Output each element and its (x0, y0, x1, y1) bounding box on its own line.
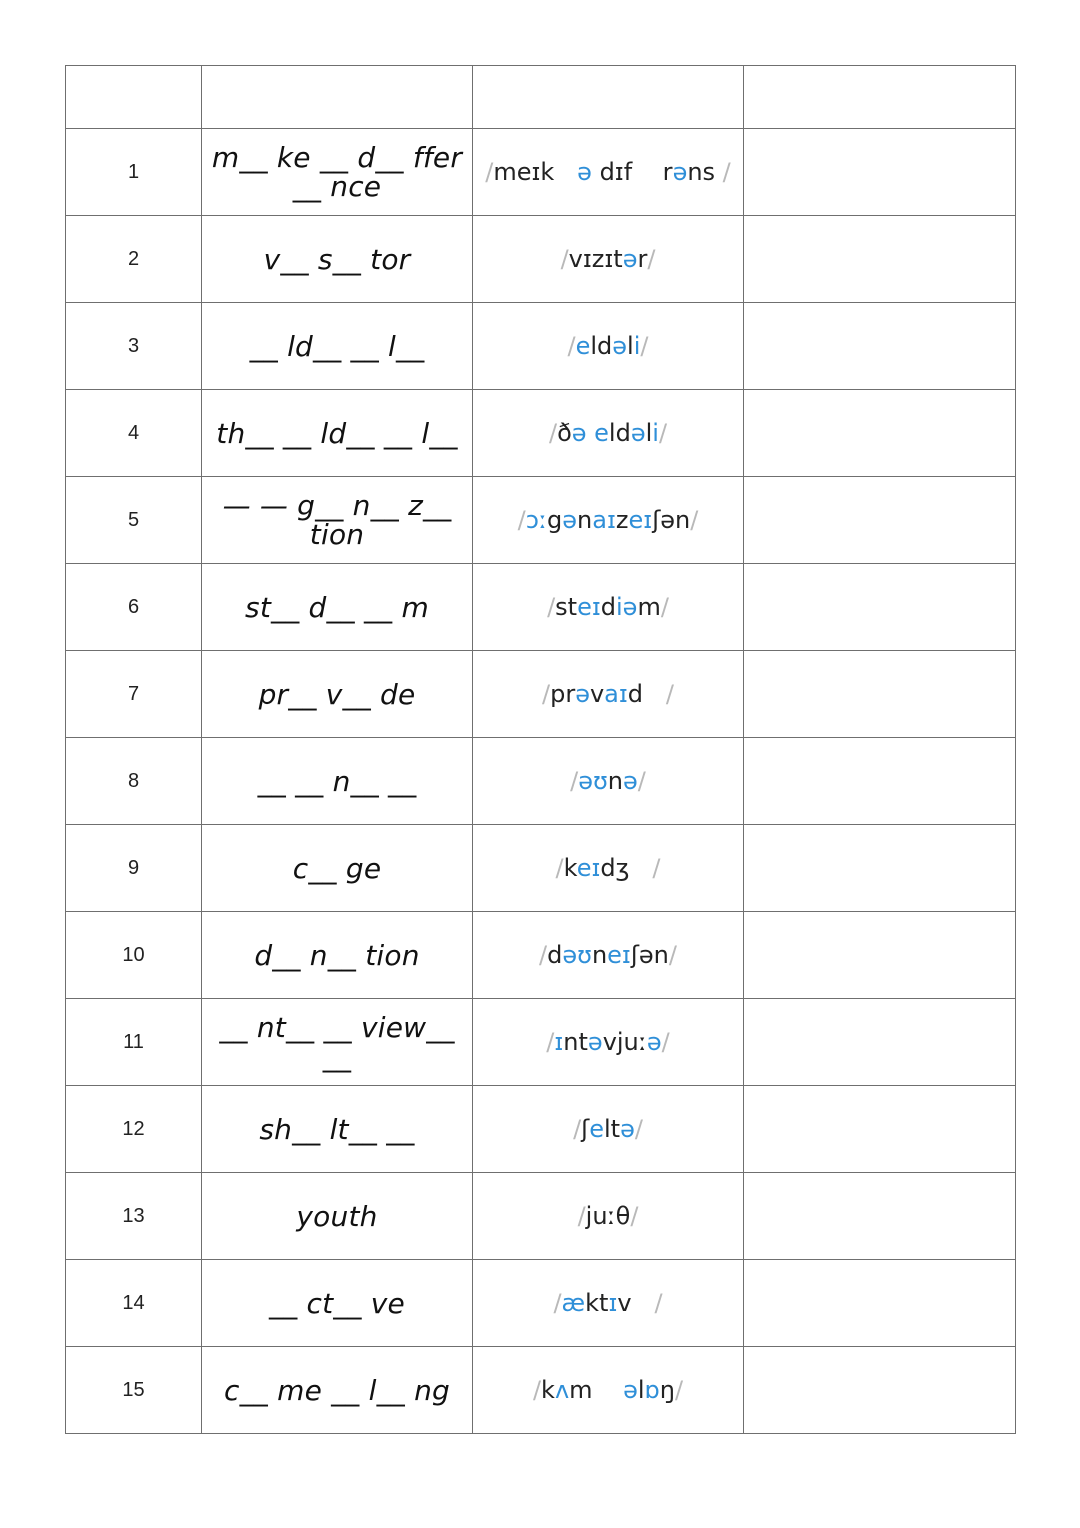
ipa-slash: / (539, 941, 548, 969)
phonetic-transcription (473, 651, 744, 738)
ipa-slash: / (637, 767, 646, 795)
row-number: 13 (66, 1173, 202, 1260)
ipa-slash: / (652, 854, 661, 882)
ipa-vowel: ə (623, 1376, 638, 1404)
ipa-segment: n (591, 941, 608, 969)
phonetic-transcription (473, 1086, 744, 1173)
ipa-segment: ʃən (630, 941, 669, 969)
ipa-segment: d (627, 680, 666, 708)
ipa-vowel: i (633, 332, 641, 360)
ipa-segment: dʒ (600, 854, 653, 882)
row-number: 3 (66, 303, 202, 390)
ipa-slash: / (654, 1289, 663, 1317)
ipa-segment: ld (590, 332, 613, 360)
header-cell-phonetic (473, 66, 744, 129)
table-row (66, 999, 1016, 1086)
ipa-vowel: eɪ (607, 941, 631, 969)
ipa-vowel: æ (561, 1289, 586, 1317)
ipa-slash: / (485, 158, 494, 186)
table-body (66, 66, 1016, 1434)
answer-cell[interactable] (744, 1173, 1016, 1260)
ipa-vowel: ʌ (554, 1376, 570, 1404)
ipa-vowel: e (589, 1115, 604, 1143)
ipa-slash: / (560, 245, 569, 273)
ipa-slash: / (555, 854, 564, 882)
ipa-vowel: əʊ (578, 767, 608, 795)
ipa-segment: d (600, 593, 616, 621)
ipa-vowel: ə (575, 680, 590, 708)
phonetic-transcription (473, 912, 744, 999)
vocabulary-table (65, 65, 1016, 1434)
table-row (66, 216, 1016, 303)
ipa-vowel: aɪ (592, 506, 616, 534)
ipa-vowel: aɪ (604, 680, 628, 708)
ipa-slash: / (668, 941, 677, 969)
answer-cell[interactable] (744, 1260, 1016, 1347)
ipa-segment: ʃən (652, 506, 691, 534)
phonetic-transcription (473, 129, 744, 216)
table-row (66, 564, 1016, 651)
ipa-slash: / (547, 593, 556, 621)
answer-cell[interactable] (744, 1347, 1016, 1434)
header-cell-word (202, 66, 473, 129)
table-row (66, 825, 1016, 912)
row-number: 8 (66, 738, 202, 825)
row-number: 12 (66, 1086, 202, 1173)
answer-cell[interactable] (744, 216, 1016, 303)
ipa-vowel: ə (630, 419, 646, 447)
answer-cell[interactable] (744, 1086, 1016, 1173)
header-cell-number (66, 66, 202, 129)
ipa-segment: n (607, 767, 624, 795)
row-number: 2 (66, 216, 202, 303)
ipa-segment: kt (585, 1289, 609, 1317)
ipa-slash: / (630, 1202, 639, 1230)
ipa-segment: vjuː (602, 1028, 647, 1056)
answer-cell[interactable] (744, 390, 1016, 477)
gap-fill-word: th__ __ ld__ __ l__ (202, 390, 473, 477)
table-row (66, 1173, 1016, 1260)
row-number: 14 (66, 1260, 202, 1347)
ipa-slash: / (665, 680, 674, 708)
table-row (66, 738, 1016, 825)
ipa-segment: n (577, 506, 593, 534)
ipa-slash: / (553, 1289, 562, 1317)
gap-fill-word: youth (202, 1173, 473, 1260)
phonetic-transcription (473, 303, 744, 390)
answer-cell[interactable] (744, 129, 1016, 216)
gap-fill-word: __ __ n__ __ (202, 738, 473, 825)
gap-fill-word: c__ ge (202, 825, 473, 912)
ipa-vowel: e (594, 419, 609, 447)
table-row (66, 1347, 1016, 1434)
ipa-slash: / (690, 506, 699, 534)
answer-cell[interactable] (744, 477, 1016, 564)
row-number: 7 (66, 651, 202, 738)
header-row (66, 66, 1016, 129)
gap-fill-word: d__ n__ tion (202, 912, 473, 999)
ipa-segment: d (547, 941, 563, 969)
ipa-vowel: eɪ (628, 506, 653, 534)
gap-fill-word: pr__ v__ de (202, 651, 473, 738)
ipa-vowel: ə (612, 332, 628, 360)
ipa-vowel: ə (577, 158, 592, 186)
row-number: 11 (66, 999, 202, 1086)
gap-fill-word: m__ ke __ d__ ffer __ nce (202, 129, 473, 216)
table-row (66, 1260, 1016, 1347)
ipa-segment: juːθ (585, 1202, 631, 1230)
ipa-vowel: ə (587, 1028, 603, 1056)
ipa-vowel: eɪ (576, 854, 601, 882)
ipa-vowel: iə (616, 593, 638, 621)
ipa-segment: meɪk (493, 158, 578, 186)
phonetic-transcription (473, 1173, 744, 1260)
gap-fill-word: sh__ lt__ __ (202, 1086, 473, 1173)
ipa-slash: / (634, 1115, 643, 1143)
ipa-segment: m (569, 1376, 624, 1404)
ipa-slash: / (517, 506, 526, 534)
ipa-slash: / (570, 767, 579, 795)
ipa-segment: z (615, 506, 629, 534)
ipa-slash: / (573, 1115, 582, 1143)
ipa-vowel: ə (571, 419, 587, 447)
table-row (66, 477, 1016, 564)
ipa-segment: lt (603, 1115, 621, 1143)
answer-cell[interactable] (744, 303, 1016, 390)
phonetic-transcription (473, 1347, 744, 1434)
ipa-segment: r (637, 245, 648, 273)
row-number: 6 (66, 564, 202, 651)
ipa-slash: / (640, 332, 649, 360)
ipa-slash: / (577, 1202, 586, 1230)
row-number: 15 (66, 1347, 202, 1434)
gap-fill-word: __ ld__ __ l__ (202, 303, 473, 390)
row-number: 10 (66, 912, 202, 999)
phonetic-transcription (473, 216, 744, 303)
gap-fill-word: — — g__ n__ z__ tion (202, 477, 473, 564)
gap-fill-word: v__ s__ tor (202, 216, 473, 303)
gap-fill-word: st__ d__ __ m (202, 564, 473, 651)
ipa-vowel: ə (620, 1115, 635, 1143)
table-row (66, 651, 1016, 738)
ipa-segment: nt (563, 1028, 588, 1056)
ipa-vowel: ə (646, 1028, 662, 1056)
ipa-segment: vɪzɪt (568, 245, 623, 273)
ipa-segment: l (627, 332, 634, 360)
ipa-segment: ns (687, 158, 723, 186)
table-row (66, 1086, 1016, 1173)
phonetic-transcription (473, 477, 744, 564)
answer-cell[interactable] (744, 825, 1016, 912)
row-number: 1 (66, 129, 202, 216)
answer-cell[interactable] (744, 651, 1016, 738)
ipa-segment: v (589, 680, 605, 708)
ipa-segment: ŋ (659, 1376, 675, 1404)
ipa-slash: / (722, 158, 731, 186)
ipa-slash: / (674, 1376, 684, 1404)
ipa-segment: k (563, 854, 577, 882)
ipa-segment: ð (557, 419, 572, 447)
answer-cell[interactable] (744, 999, 1016, 1086)
ipa-slash: / (567, 332, 576, 360)
ipa-vowel: ə (562, 506, 578, 534)
ipa-slash: / (532, 1376, 542, 1404)
ipa-segment: ld (608, 419, 631, 447)
ipa-slash: / (647, 245, 656, 273)
ipa-vowel: əʊ (562, 941, 592, 969)
gap-fill-word: __ nt__ __ view__ __ (202, 999, 473, 1086)
ipa-segment: dɪf r (591, 158, 673, 186)
table-row (66, 912, 1016, 999)
phonetic-transcription (473, 564, 744, 651)
ipa-vowel: eɪ (577, 593, 601, 621)
answer-cell[interactable] (744, 912, 1016, 999)
ipa-vowel: ɪ (608, 1289, 618, 1317)
phonetic-transcription (473, 999, 744, 1086)
header-cell-answer (744, 66, 1016, 129)
phonetic-transcription (473, 738, 744, 825)
ipa-slash: / (658, 419, 668, 447)
ipa-segment: v (617, 1289, 655, 1317)
ipa-segment (587, 419, 595, 447)
ipa-vowel: ə (623, 767, 638, 795)
ipa-vowel: i (652, 419, 659, 447)
ipa-segment: g (547, 506, 563, 534)
phonetic-transcription (473, 1260, 744, 1347)
ipa-vowel: ə (672, 158, 688, 186)
ipa-vowel: ɒ (644, 1376, 660, 1404)
gap-fill-word: __ ct__ ve (202, 1260, 473, 1347)
ipa-vowel: ɪ (554, 1028, 564, 1056)
row-number: 5 (66, 477, 202, 564)
ipa-slash: / (541, 680, 551, 708)
answer-cell[interactable] (744, 738, 1016, 825)
ipa-segment: l (645, 419, 653, 447)
phonetic-transcription (473, 390, 744, 477)
ipa-slash: / (548, 419, 558, 447)
ipa-segment: ʃ (581, 1115, 590, 1143)
table-row (66, 129, 1016, 216)
ipa-segment: k (541, 1376, 555, 1404)
ipa-slash: / (660, 593, 669, 621)
ipa-segment: st (555, 593, 578, 621)
answer-cell[interactable] (744, 564, 1016, 651)
ipa-segment: pr (550, 680, 576, 708)
row-number: 9 (66, 825, 202, 912)
ipa-segment: m (637, 593, 661, 621)
table-row (66, 303, 1016, 390)
ipa-segment: l (637, 1376, 645, 1404)
ipa-vowel: e (575, 332, 591, 360)
table-row (66, 390, 1016, 477)
gap-fill-word: c__ me __ l__ ng (202, 1347, 473, 1434)
ipa-slash: / (546, 1028, 555, 1056)
ipa-vowel: ə (622, 245, 638, 273)
ipa-slash: / (661, 1028, 670, 1056)
row-number: 4 (66, 390, 202, 477)
phonetic-transcription (473, 825, 744, 912)
ipa-vowel: ɔː (525, 506, 548, 534)
